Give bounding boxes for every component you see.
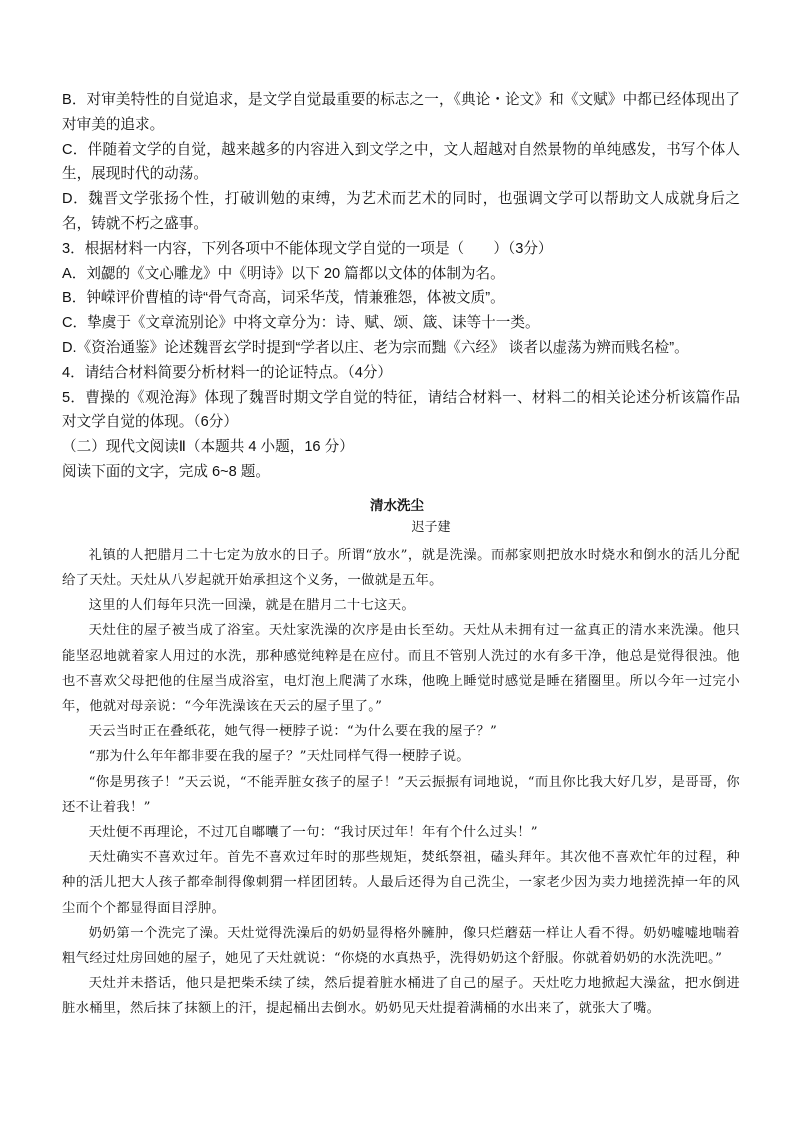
question-5: 5．曹操的《观沧海》体现了魏晋时期文学自觉的特征，请结合材料一、材料二的相关论述分析该篇作品对文学自觉的体现。（6分）: [62, 389, 740, 431]
question-3: 3．根据材料一内容，下列各项中不能体现文学自觉的一项是（ ）（3分）: [62, 240, 553, 257]
article-body: [62, 543, 740, 1022]
article-paragraph: 天灶并未搭话，他只是把柴禾续了续，然后提着脏水桶进了自己的屋子。天灶吃力地掀起大澡盆，把水倒进脏水桶里，然后抹了抹额上的汗，提起桶出去倒水。奶奶见天灶提着满桶的水出来了，就张大了嘴。: [62, 976, 740, 1017]
option-c-text: C．伴随着文学的自觉，越来越多的内容进入到文学之中，文人超越对自然景物的单纯感发，书写个体人生，展现时代的动荡。: [62, 141, 740, 183]
option-d-text: D．魏晋文学张扬个性，打破训勉的束缚，为艺术而艺术的同时，也强调文学可以帮助文人成就身后之名，铸就不朽之盛事。: [62, 191, 740, 232]
article-title: 清水洗尘: [370, 497, 424, 514]
article-author: 迟子建: [411, 519, 451, 535]
section-heading: （二）现代文阅读Ⅱ（本题共 4 小题，16 分）: [62, 439, 354, 456]
article-paragraph: 天灶住的屋子被当成了浴室。天灶家洗澡的次序是由长至幼。天灶从未拥有过一盆真正的清水来洗澡。他只能坚忍地就着家人用过的水洗，那种感觉纯粹是在应付。而且不管别人洗过的水有多干净，他总是觉得很浊。他也不喜欢父母把他的住屋当成浴室，电灯泡上爬满了水珠，他晚上睡觉时感觉是睡在猪圈里。所以今年一过完小年，他就对母亲说：“今年洗澡该在天云的屋子里了。”: [62, 623, 740, 714]
question-3-option-b: B．钟嵘评价曹植的诗“骨气奇高，词采华茂，情兼雅怨，体被文质”。: [62, 290, 505, 307]
article-paragraph: 礼镇的人把腊月二十七定为放水的日子。所谓“放水”，就是洗澡。而郝家则把放水时烧水和倒水的活儿分配给了天灶。天灶从八岁起就开始承担这个义务，一做就是五年。: [62, 547, 740, 588]
article-paragraph: 奶奶第一个洗完了澡。天灶觉得洗澡后的奶奶显得格外臃肿，像只烂蘑菇一样让人看不得。奶奶嘘嘘地喘着粗气经过灶房回她的屋子，她见了天灶就说：“你烧的水真热乎，洗得奶奶这个舒服。你就着奶奶的水洗洗吧。”: [62, 925, 740, 966]
article-paragraph: 天云当时正在叠纸花，她气得一梗脖子说：“为什么要在我的屋子？”: [88, 724, 498, 740]
article-paragraph: 天灶便不再理论，不过兀自嘟囔了一句：“我讨厌过年！年有个什么过头！”: [88, 824, 538, 840]
article-paragraph: 这里的人们每年只洗一回澡，就是在腊月二十七这天。: [88, 598, 415, 614]
question-4: 4．请结合材料简要分析材料一的论证特点。（4分）: [62, 364, 392, 381]
option-b-text: B．对审美特性的自觉追求，是文学自觉最重要的标志之一，《典论・论文》和《文赋》中都已经体现出了对审美的追求。: [62, 92, 740, 133]
question-section: [62, 88, 740, 485]
question-3-option-d: D.《资治通鉴》论述魏晋玄学时提到“学者以庄、老为宗而黜《六经》 谈者以虚荡为辨而贱名检”。: [62, 339, 689, 356]
question-3-option-a: A．刘勰的《文心雕龙》中《明诗》以下 20 篇都以文体的体制为名。: [62, 265, 505, 282]
article-paragraph: “那为什么年年都非要在我的屋子？”天灶同样气得一梗脖子说。: [88, 749, 470, 765]
document-page: [62, 88, 740, 1022]
article-paragraph: 天灶确实不喜欢过年。首先不喜欢过年时的那些规矩，焚纸祭祖，磕头拜年。其次他不喜欢忙年的过程，种种的活儿把大人孩子都牵制得像刺猬一样团团转。人最后还得为自己洗尘，一家老少因为卖力地搓洗掉一年的风尘而个个都显得面目浮肿。: [62, 850, 740, 916]
article-paragraph: “你是男孩子！”天云说，“不能弄脏女孩子的屋子！”天云振振有词地说，“而且你比我大好几岁，是哥哥，你还不让着我！”: [62, 774, 740, 815]
reading-instruction: 阅读下面的文字，完成 6~8 题。: [62, 463, 270, 480]
question-3-option-c: C．挚虞于《文章流别论》中将文章分为：诗、赋、颂、箴、诔等十一类。: [62, 315, 540, 332]
